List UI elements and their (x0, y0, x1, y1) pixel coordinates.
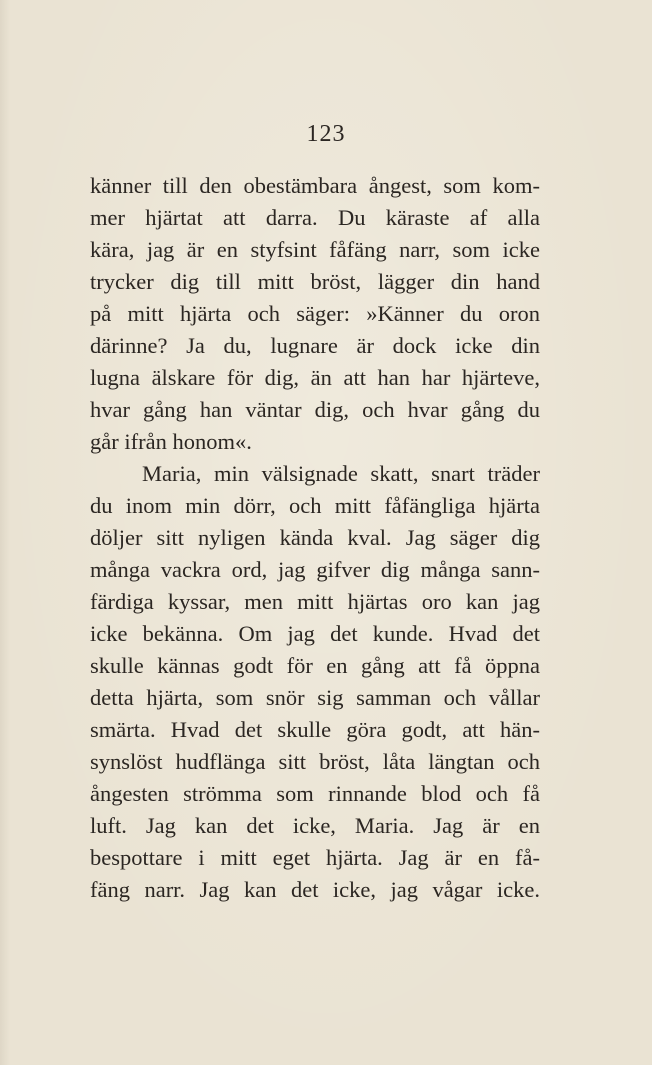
text-line: lugna älskare för dig, än att han har hjärteve, (90, 365, 540, 390)
text-line: färdiga kyssar, men mitt hjärtas oro kan jag (90, 589, 540, 614)
body-text (90, 170, 540, 906)
text-line: går ifrån honom«. (90, 429, 252, 454)
text-line: luft. Jag kan det icke, Maria. Jag är en (90, 813, 540, 838)
text-line: icke bekänna. Om jag det kunde. Hvad det (90, 621, 540, 646)
text-line: kära, jag är en styfsint fåfäng narr, som icke (90, 237, 540, 262)
paragraph-2 (90, 458, 540, 906)
page-number: 123 (306, 121, 346, 147)
text-line: på mitt hjärta och säger: »Känner du oron (90, 301, 540, 326)
text-line: känner till den obestämbara ångest, som kom- (90, 173, 540, 198)
text-line: därinne? Ja du, lugnare är dock icke din (90, 333, 540, 358)
text-line: döljer sitt nyligen kända kval. Jag säger dig (90, 525, 540, 550)
text-line: fäng narr. Jag kan det icke, jag vågar icke. (90, 877, 540, 902)
text-line: synslöst hudflänga sitt bröst, låta längtan och (90, 749, 540, 774)
paragraph-1 (90, 170, 540, 458)
text-line: detta hjärta, som snör sig samman och vållar (90, 685, 540, 710)
text-line: du inom min dörr, och mitt fåfängliga hjärta (90, 493, 540, 518)
text-line: hvar gång han väntar dig, och hvar gång du (90, 397, 540, 422)
text-line: smärta. Hvad det skulle göra godt, att hän- (90, 717, 540, 742)
text-line: mer hjärtat att darra. Du käraste af alla (90, 205, 540, 230)
text-line: trycker dig till mitt bröst, lägger din hand (90, 269, 540, 294)
text-line: skulle kännas godt för en gång att få öppna (90, 653, 540, 678)
text-line: Maria, min välsignade skatt, snart träder (142, 461, 540, 486)
text-line: ångesten strömma som rinnande blod och få (90, 781, 540, 806)
text-line: många vackra ord, jag gifver dig många sann- (90, 557, 540, 582)
text-line: bespottare i mitt eget hjärta. Jag är en få- (90, 845, 540, 870)
